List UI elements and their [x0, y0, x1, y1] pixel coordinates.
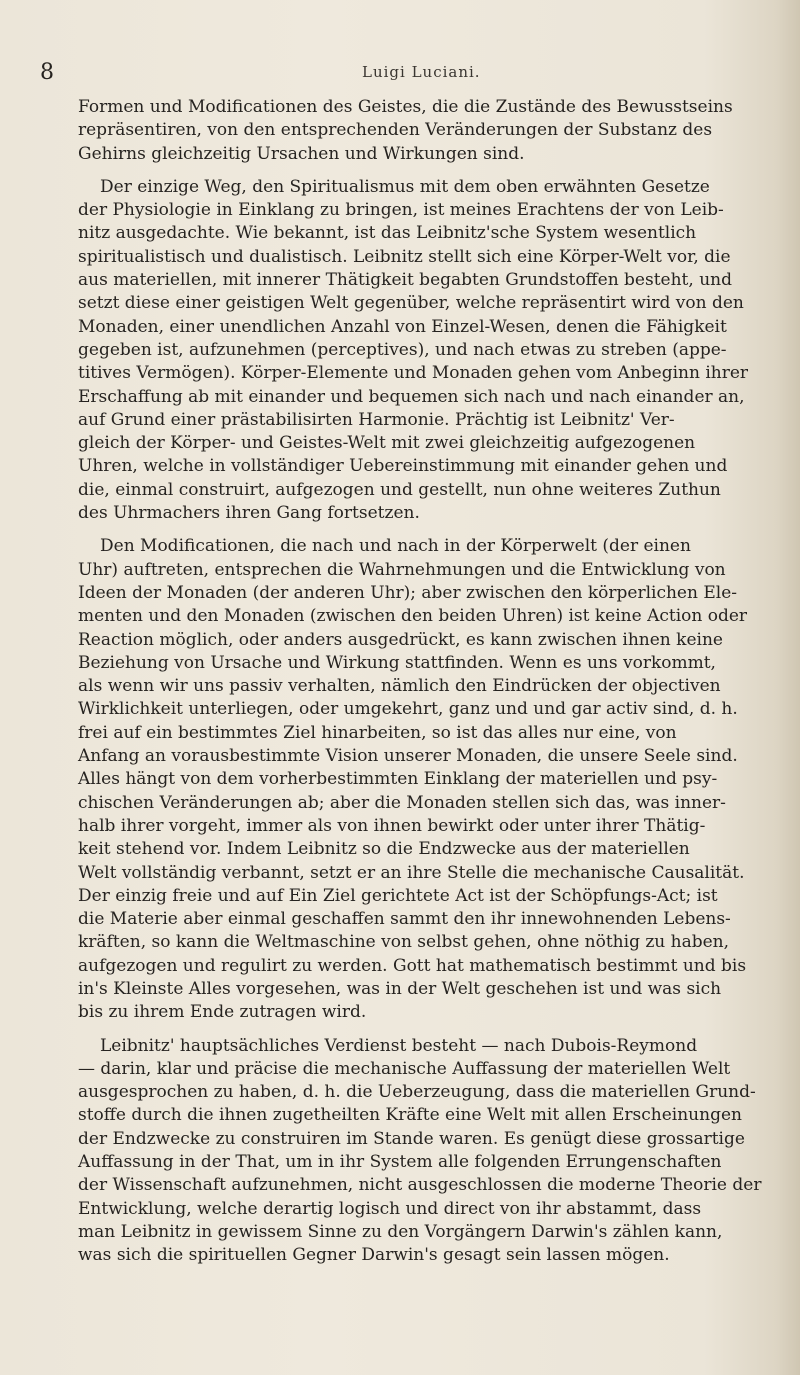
text-line: nitz ausgedachte. Wie bekannt, ist das Leibnitz'sche System wesentlich	[78, 223, 697, 244]
text-line: Welt vollständig verbannt, setzt er an ihre Stelle die mechanische Causalität.	[78, 862, 745, 883]
text-line: bis zu ihrem Ende zutragen wird.	[78, 1002, 367, 1023]
text-line: Formen und Modificationen des Geistes, die die Zustände des Bewusstseins	[78, 97, 733, 117]
text-line: Ideen der Monaden (der anderen Uhr); aber zwischen den körperlichen Ele-	[78, 582, 737, 603]
text-line: repräsentiren, von den entsprechenden Veränderungen der Substanz des	[78, 120, 713, 141]
text-line: halb ihrer vorgeht, immer als von ihnen bewirkt oder unter ihrer Thätig-	[78, 815, 706, 836]
text-line: die, einmal construirt, aufgezogen und gestellt, nun ohne weiteres Zuthun	[78, 479, 721, 500]
text-line: Beziehung von Ursache und Wirkung stattfinden. Wenn es uns vorkommt,	[78, 652, 716, 673]
text-line: keit stehend vor. Indem Leibnitz so die Endzwecke aus der materiellen	[78, 839, 690, 860]
text-line: Monaden, einer unendlichen Anzahl von Einzel-Wesen, denen die Fähigkeit	[78, 316, 727, 337]
text-line: der Endzwecke zu construiren im Stande waren. Es genügt diese grossartige	[78, 1128, 745, 1149]
text-line: man Leibnitz in gewissem Sinne zu den Vorgängern Darwin's zählen kann,	[78, 1221, 723, 1242]
text-line: die Materie aber einmal geschaffen sammt den ihr innewohnenden Lebens-	[78, 909, 731, 930]
text-line: was sich die spirituellen Gegner Darwin's gesagt sein lassen mögen.	[78, 1245, 670, 1266]
text-line: Alles hängt von dem vorherbestimmten Einklang der materiellen und psy-	[78, 769, 718, 790]
paragraph-continuation	[78, 96, 784, 166]
text-line: Der einzige Weg, den Spiritualismus mit dem oben erwähnten Gesetze	[100, 176, 710, 197]
text-line: des Uhrmachers ihren Gang fortsetzen.	[78, 503, 420, 524]
text-line: Anfang an vorausbestimmte Vision unserer Monaden, die unsere Seele sind.	[78, 746, 738, 767]
text-line: auf Grund einer prästabilisirten Harmonie. Prächtig ist Leibnitz' Ver-	[78, 409, 675, 430]
text-line: gegeben ist, aufzunehmen (perceptives), und nach etwas zu streben (appe-	[78, 339, 727, 360]
paragraph-modifications	[78, 535, 784, 1024]
body-text	[78, 96, 784, 1268]
text-line: Wirklichkeit unterliegen, oder umgekehrt, ganz und und gar activ sind, d. h.	[78, 699, 738, 720]
text-line: Reaction möglich, oder anders ausgedrückt, es kann zwischen ihnen keine	[78, 629, 723, 650]
text-line: Uhren, welche in vollständiger Uebereinstimmung mit einander gehen und	[78, 456, 728, 477]
text-line: menten und den Monaden (zwischen den beiden Uhren) ist keine Action oder	[78, 606, 748, 627]
text-line: der Physiologie in Einklang zu bringen, ist meines Erachtens der von Leib-	[78, 200, 724, 221]
text-line: Der einzig freie und auf Ein Ziel gerichtete Act ist der Schöpfungs-Act; ist	[78, 885, 718, 906]
text-line: spiritualistisch und dualistisch. Leibnitz stellt sich eine Körper-Welt vor, die	[78, 246, 731, 267]
text-line: kräften, so kann die Weltmaschine von selbst gehen, ohne nöthig zu haben,	[78, 932, 730, 953]
text-line: gleich der Körper- und Geistes-Welt mit zwei gleichzeitig aufgezogenen	[78, 433, 696, 454]
text-line: aus materiellen, mit innerer Thätigkeit begabten Grundstoffen besteht, und	[78, 270, 732, 291]
text-line: Erschaffung ab mit einander und bequemen sich nach und nach einander an,	[78, 386, 745, 407]
text-line: als wenn wir uns passiv verhalten, nämlich den Eindrücken der objectiven	[78, 676, 721, 697]
page-number: 8	[40, 60, 54, 85]
text-line: stoffe durch die ihnen zugetheilten Kräfte eine Welt mit allen Erscheinungen	[78, 1105, 742, 1126]
text-line: Entwicklung, welche derartig logisch und direct von ihr abstammt, dass	[78, 1198, 702, 1219]
paragraph-merit	[78, 1035, 784, 1268]
text-line: chischen Veränderungen ab; aber die Monaden stellen sich das, was inner-	[78, 792, 726, 813]
text-line: setzt diese einer geistigen Welt gegenüber, welche repräsentirt wird von den	[78, 293, 744, 314]
text-line: frei auf ein bestimmtes Ziel hinarbeiten, so ist das alles nur eine, von	[78, 722, 677, 743]
paragraph-leibnitz-system	[78, 176, 784, 525]
text-line: — darin, klar und präcise die mechanische Auffassung der materiellen Welt	[78, 1058, 731, 1079]
text-line: Leibnitz' hauptsächliches Verdienst besteht — nach Dubois-Reymond	[100, 1035, 698, 1056]
text-line: der Wissenschaft aufzunehmen, nicht ausgeschlossen die moderne Theorie der	[78, 1175, 762, 1196]
text-line: Den Modificationen, die nach und nach in der Körperwelt (der einen	[100, 536, 691, 557]
running-head: Luigi Luciani.	[362, 63, 481, 81]
text-line: Gehirns gleichzeitig Ursachen und Wirkungen sind.	[78, 143, 525, 164]
text-line: aufgezogen und regulirt zu werden. Gott hat mathematisch bestimmt und bis	[78, 955, 747, 976]
text-line: ausgesprochen zu haben, d. h. die Ueberzeugung, dass die materiellen Grund-	[78, 1082, 756, 1103]
text-line: Uhr) auftreten, entsprechen die Wahrnehmungen und die Entwicklung von	[78, 559, 726, 580]
text-line: titives Vermögen). Körper-Elemente und Monaden gehen vom Anbeginn ihrer	[78, 363, 749, 384]
text-line: in's Kleinste Alles vorgesehen, was in der Welt geschehen ist und was sich	[78, 978, 722, 999]
text-line: Auffassung in der That, um in ihr System alle folgenden Errungenschaften	[78, 1152, 722, 1173]
